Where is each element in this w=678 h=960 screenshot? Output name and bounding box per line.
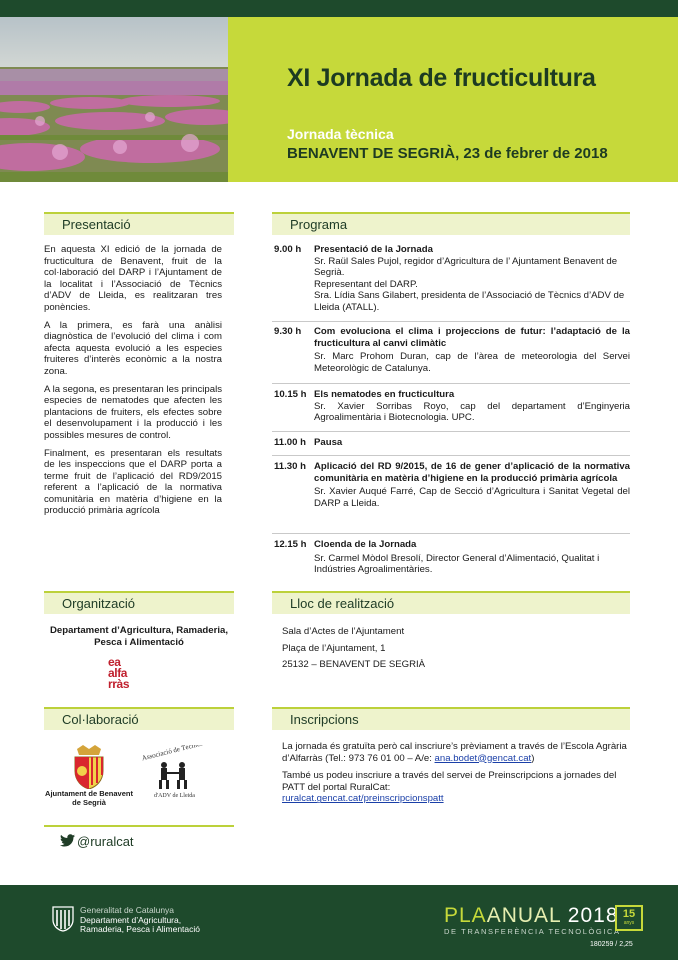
- pla-anual-logo: [444, 904, 619, 928]
- program-title: Els nematodes en fructicultura: [314, 389, 455, 400]
- program-title: Pausa: [314, 437, 343, 448]
- inscripcions-text: [282, 741, 628, 811]
- heading-label: Organització: [62, 596, 135, 611]
- text-span: La jornada és gratuïta però cal inscriure’s prèviament a través de l’Escola Agrària d’Alfarràs (Tel.: 973 76 01 00 – A/e:: [282, 741, 627, 764]
- program-line: Sr. Marc Prohom Duran, cap de l’àrea de meteorologia del Servei Meteorològic de Catalunya.: [314, 351, 630, 374]
- program-item: [272, 461, 630, 534]
- ajuntament-caption: Ajuntament de Benavent de Segrià: [45, 789, 133, 807]
- heading-label: Presentació: [62, 217, 131, 232]
- text-span: ): [531, 752, 535, 764]
- paragraph: Finalment, es presentaran els resultats de les inspeccions que el DARP porta a terme fruit de l’aplicació del RD9/2015 referent a l’aplicació de la normativa comunitària en matèria d’higiene en la producció primària agrícola: [44, 447, 222, 517]
- gen-line: Departament d’Agricultura,: [80, 914, 182, 925]
- organizer-name: Departament d’Agricultura, Ramaderia, Pesca i Alimentació: [49, 625, 229, 648]
- email-link[interactable]: ana.bodet@gencat.cat: [434, 752, 532, 764]
- top-bar: [0, 0, 678, 17]
- twitter-handle[interactable]: @ruralcat: [77, 834, 134, 849]
- program-title: Aplicació del RD 9/2015, de 16 de gener d’aplicació de la normativa comunitària en matèria d’higiene en la producció primària agrícola: [314, 461, 630, 484]
- gen-line: Generalitat de Catalunya: [80, 905, 175, 915]
- event-type: Jornada tècnica: [287, 126, 394, 142]
- program-title: Com evoluciona el clima i projeccions de futur: l’adaptació de la fructicultura al canvi climàtic: [314, 326, 630, 349]
- pla-year: 2018: [567, 904, 619, 927]
- program-line: Representant del DARP.: [314, 278, 418, 290]
- escola-alfarras-logo: [108, 657, 129, 690]
- program-line: Sra. Lídia Sans Gilabert, presidenta de l’Associació de Tècnics d’ADV de Lleida (ATALL).: [314, 290, 625, 313]
- presentacio-text: [44, 244, 222, 523]
- atall-logo-icon: [136, 745, 206, 806]
- social-box: [44, 825, 234, 853]
- program-item: [272, 539, 630, 583]
- text-span: També us podeu inscriure a través del servei de Preinscripcions a jornades del PATT del portal RuralCat:: [282, 770, 617, 793]
- program-time: 11.00 h: [274, 437, 307, 448]
- heading-label: Programa: [290, 217, 348, 232]
- ajuntament-shield-icon: [69, 745, 109, 794]
- program-item: [272, 244, 630, 322]
- reference-code: 180259 / 2,25: [590, 941, 633, 948]
- ruralcat-link[interactable]: ruralcat.gencat.cat/preinscripcionspatt: [282, 793, 444, 805]
- svg-text:Associació de Tècnics: Associació de Tècnics: [140, 745, 204, 763]
- page-title: XI Jornada de fructicultura: [287, 64, 596, 92]
- twitter-icon: [60, 834, 75, 852]
- program-item: [272, 437, 630, 456]
- address-line: Sala d’Actes de l’Ajuntament: [282, 626, 405, 637]
- section-heading-collaboracio: [44, 707, 234, 730]
- orchard-photo: [0, 17, 228, 182]
- section-heading-inscripcions: [272, 707, 630, 730]
- program-time: 9.00 h: [274, 244, 302, 255]
- heading-label: Inscripcions: [290, 712, 359, 727]
- program-line: Sr. Xavier Sorribas Royo, cap del departament d’Enginyeria Agroalimentària i Biotecnologia. UPC.: [314, 400, 630, 424]
- program-time: 10.15 h: [274, 389, 307, 400]
- program-line: Sr. Xavier Auqué Farré, Cap de Secció d’Agricultura i Sanitat Vegetal del DARP a Lleida.: [314, 486, 630, 509]
- inscripcions-p2: [282, 770, 628, 805]
- pla-subtitle: DE TRANSFERÈNCIA TECNOLÒGICA: [444, 927, 621, 936]
- paragraph: En aquesta XI edició de la jornada de fructicultura de Benavent, fruit de la col·laboració del DARP i l’Ajuntament de la localitat i l’Associació de Tècnics d’ADV de Lleida, es realitzaran tres ponències.: [44, 244, 222, 313]
- section-heading-presentacio: [44, 212, 234, 235]
- program-title: Presentació de la Jornada: [314, 244, 433, 255]
- paragraph: A la segona, es presentaran les principals especies de nematodes que afecten les plantacions de fruiters, els efectes sobre el desenvolupament i la producció i les possibles mesures de control.: [44, 383, 222, 441]
- address-line: 25132 – BENAVENT DE SEGRIÀ: [282, 659, 426, 670]
- paragraph: A la primera, es farà una anàlisi diagnòstica de l’evolució del clima i com afecta aquesta evolució a les especies fruiteres d’interès econòmic a la nostra zona.: [44, 319, 222, 377]
- event-place-date: BENAVENT DE SEGRIÀ, 23 de febrer de 2018: [287, 145, 608, 162]
- generalitat-text: [80, 906, 200, 935]
- section-heading-organitzacio: [44, 591, 234, 614]
- heading-label: Lloc de realització: [290, 596, 395, 611]
- pla-word: PLA: [444, 904, 487, 927]
- venue-address: [282, 624, 622, 674]
- program-item: [272, 326, 630, 384]
- gen-line: Ramaderia, Pesca i Alimentació: [80, 924, 201, 934]
- program-time: 12.15 h: [274, 539, 307, 550]
- program-line: Sr. Carmel Mòdol Bresolí, Director General d’Alimentació, Qualitat i Indústries Agroalimentàries.: [314, 552, 600, 576]
- badge-text: anys: [623, 920, 635, 926]
- program-title: Cloenda de la Jornada: [314, 539, 417, 550]
- logo-line: alfa: [108, 666, 128, 680]
- inscripcions-p1: [282, 741, 628, 764]
- anniversary-badge: [615, 905, 643, 931]
- address-line: Plaça de l’Ajuntament, 1: [282, 642, 386, 654]
- section-heading-programa: [272, 212, 630, 235]
- section-heading-lloc: [272, 591, 630, 614]
- heading-label: Col·laboració: [62, 712, 139, 727]
- logo-line: rràs: [108, 677, 130, 691]
- generalitat-logo-icon: [52, 906, 74, 937]
- anual-word: ANUAL: [486, 904, 561, 927]
- program-line: Sr. Raül Sales Pujol, regidor d’Agricultura de l’ Ajuntament Benavent de Segrià.: [314, 255, 618, 279]
- logo-line: ea: [108, 655, 121, 669]
- svg-text:d'ADV de Lleida: d'ADV de Lleida: [154, 793, 195, 799]
- program-time: 9.30 h: [274, 326, 302, 337]
- program-item: [272, 389, 630, 432]
- badge-number: 15: [622, 908, 636, 920]
- program-time: 11.30 h: [274, 461, 307, 472]
